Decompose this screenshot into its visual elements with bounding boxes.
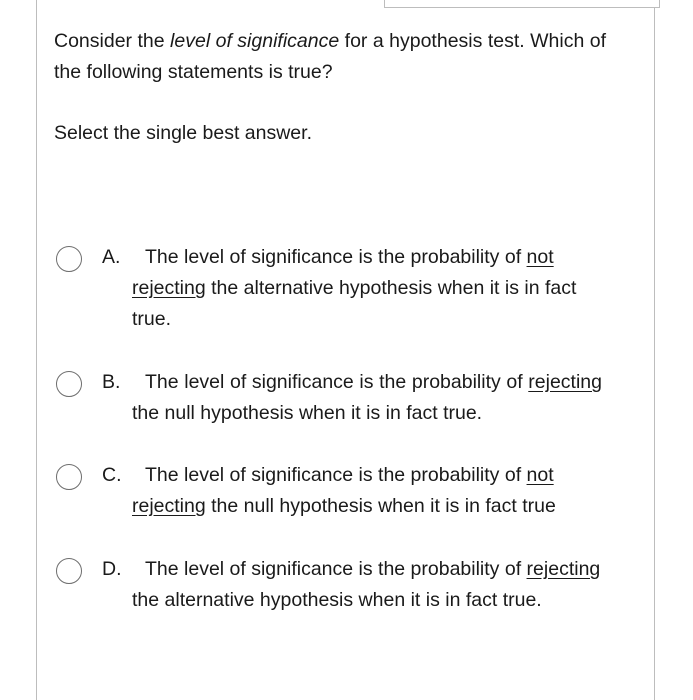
option-c-before: The level of significance is the probability of bbox=[145, 464, 527, 486]
option-a-underlined: not rejecting bbox=[132, 246, 554, 299]
option-c-after: the null hypothesis when it is in fact true bbox=[205, 495, 556, 517]
radio-button-b[interactable] bbox=[56, 371, 82, 397]
option-c-underlined: not rejecting bbox=[132, 464, 554, 517]
option-d-underlined: rejecting bbox=[526, 558, 601, 580]
question-prefix: Consider the bbox=[54, 30, 171, 52]
radio-button-a[interactable] bbox=[56, 246, 82, 272]
question-emphasis: level of significance bbox=[170, 30, 340, 52]
instruction-text: Select the single best answer. bbox=[54, 122, 312, 144]
option-a-after: the alternative hypothesis when it is in fact true. bbox=[132, 277, 577, 330]
option-b-after: the null hypothesis when it is in fact true. bbox=[132, 402, 483, 424]
question-text bbox=[54, 26, 606, 88]
option-a-text[interactable] bbox=[102, 242, 602, 335]
radio-button-d[interactable] bbox=[56, 558, 82, 584]
option-a-before: The level of significance is the probability of bbox=[145, 246, 527, 268]
option-b-text[interactable] bbox=[102, 367, 602, 429]
option-b-before: The level of significance is the probability of bbox=[145, 371, 529, 393]
radio-button-c[interactable] bbox=[56, 464, 82, 490]
top-tab-frame bbox=[384, 0, 660, 8]
option-b-underlined: rejecting bbox=[528, 371, 602, 393]
option-c-text[interactable] bbox=[102, 460, 602, 522]
option-d-before: The level of significance is the probability of bbox=[145, 558, 527, 580]
option-d-after: the alternative hypothesis when it is in fact true. bbox=[132, 589, 542, 611]
question-suffix: for a hypothesis test. Which of the following statements is true? bbox=[54, 30, 607, 83]
option-b-letter: B. bbox=[102, 371, 121, 393]
option-c-letter: C. bbox=[102, 464, 122, 486]
option-a-letter: A. bbox=[102, 246, 121, 268]
option-d-text[interactable] bbox=[102, 554, 602, 616]
option-d-letter: D. bbox=[102, 558, 122, 580]
